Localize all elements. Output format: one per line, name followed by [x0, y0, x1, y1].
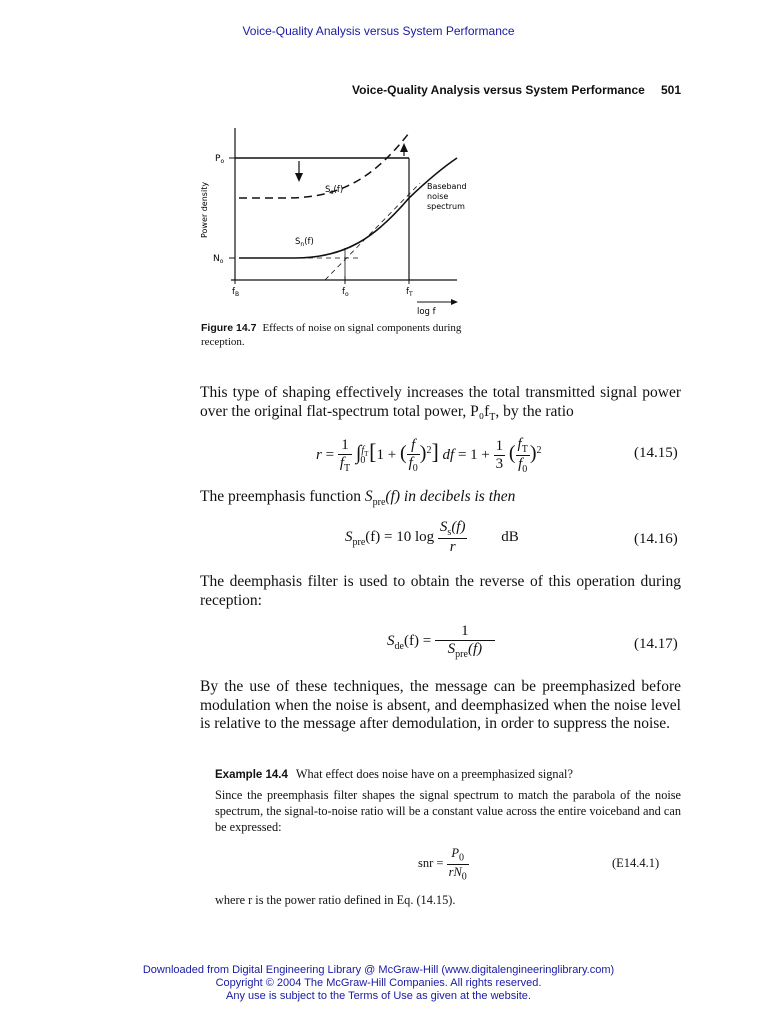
equation-14-15: r = $\frac{1}{f_T}$ ∫$^{f_T}_0$ [1 + ( $\frac{f}{f_0}$ )$^2$] df = 1 + $\frac{1}{3}$ ( $\frac{f_T}{f_0}$ )$^2$ [316, 436, 542, 475]
example-equation-number: (E14.4.1) [612, 856, 660, 870]
page-number: 501 [661, 83, 682, 97]
p0-label: $P_o$ [215, 154, 225, 165]
footer-line-2: Copyright © 2004 The McGraw-Hill Companies. All rights reserved. [215, 977, 542, 989]
baseband-label-1: Baseband [427, 182, 467, 191]
example-label: Example 14.4 [215, 769, 288, 781]
down-arrow-icon [295, 173, 303, 182]
fo-label: $f_o$ [342, 287, 349, 298]
ss-curve [239, 133, 409, 198]
equation-14-17: $S_{de}(f)$ = $\frac{1}{S_{pre}(f)}$ [387, 623, 495, 660]
example-body: Since the preemphasis filter shapes the signal spectrum to match the parabola of the noise spectrum, the signal-to-noise ratio will be a constant value across the entire voiceband and can be expressed: [215, 788, 681, 834]
figure-caption-label: Figure 14.7 [201, 322, 257, 334]
n0-label: $N_o$ [213, 254, 224, 265]
figure-caption [201, 321, 501, 349]
ss-label: $S_s(f)$ [325, 185, 344, 196]
footer [0, 964, 757, 1003]
figure-caption-text: Effects of noise on signal components during reception. [201, 322, 462, 348]
paragraph-2: The preemphasis function $S_{pre}(f)$ in decibels is then [200, 488, 516, 509]
y-axis-label: Power density [200, 181, 209, 238]
running-head-title: Voice-Quality Analysis versus System Performance [352, 83, 645, 97]
example-header [215, 766, 681, 783]
baseband-label-2: noise [427, 192, 449, 201]
equation-number-14-17: (14.17) [634, 636, 678, 652]
footer-line-1[interactable]: Downloaded from Digital Engineering Library @ McGraw-Hill (www.digitalengineeringlibrary.com) [142, 964, 615, 976]
top-banner[interactable]: Voice-Quality Analysis versus System Performance [242, 24, 515, 38]
log-f-arrow-icon [451, 299, 458, 305]
example-after: where r is the power ratio defined in Eq. (14.15). [215, 893, 456, 907]
asymptote-line [325, 183, 420, 280]
equation-14-16: $S_{pre}(f) = 10$ log $\frac{S_s(f)}{r}$ dB [345, 519, 519, 555]
sn-label: $S_n(f)$ [295, 237, 314, 248]
baseband-label-3: spectrum [427, 202, 465, 211]
ft-label: $f_T$ [406, 287, 413, 298]
x-axis-label: log f [417, 307, 436, 317]
equation-number-14-15: (14.15) [634, 445, 678, 461]
figure-14-7 [195, 128, 475, 318]
footer-line-3[interactable]: Any use is subject to the Terms of Use as given at the website. [226, 990, 531, 1002]
paragraph-1: This type of shaping effectively increases the total transmitted signal power over the original flat-spectrum total power, $P_0f_T$, by the ratio [200, 384, 681, 423]
example-equation: snr = $\frac{P_0}{rN_0}$ [418, 846, 467, 882]
paragraph-4: By the use of these techniques, the message can be preemphasized before modulation when the noise is absent, and deemphasized when the noise level is relative to the message after demodulation, in order to suppress the noise. [200, 678, 681, 732]
sn-curve [239, 158, 457, 258]
equation-number-14-16: (14.16) [634, 531, 678, 547]
example-question: What effect does noise have on a preemphasized signal? [295, 767, 573, 781]
fb-label: $f_B$ [232, 287, 240, 298]
paragraph-3: The deemphasis filter is used to obtain the reverse of this operation during reception: [200, 573, 681, 609]
